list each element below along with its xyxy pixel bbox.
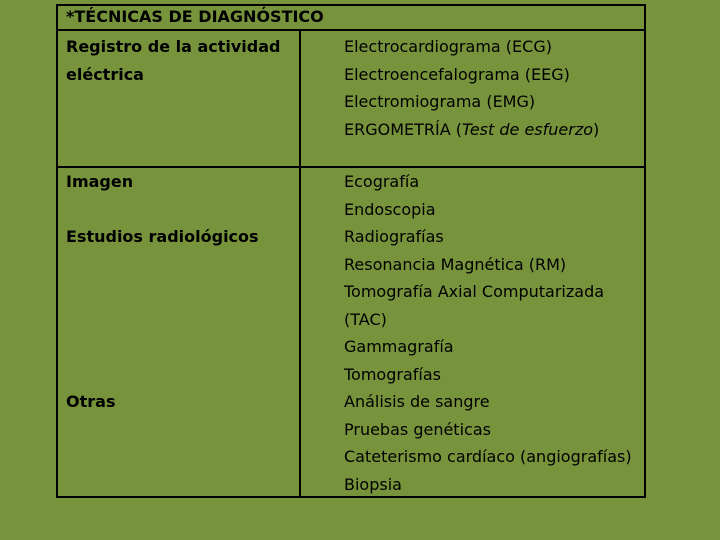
technique-tac-line2: (TAC) [344, 309, 387, 329]
technique-pruebas-geneticas: Pruebas genéticas [344, 419, 491, 439]
category-otras: Otras [66, 392, 116, 411]
category-registro-line2: eléctrica [66, 64, 144, 84]
technique-endoscopia: Endoscopia [344, 199, 436, 219]
ergometria-label: ERGOMETRÍA ( [344, 119, 463, 139]
table-border-left [56, 4, 58, 498]
technique-resonancia: Resonancia Magnética (RM) [344, 254, 567, 274]
ergometria-italic: Test de esfuerzo [462, 119, 593, 139]
technique-radiografias: Radiografías [344, 227, 444, 246]
category-estudios-radiologicos: Estudios radiológicos [66, 227, 259, 246]
technique-ecografia: Ecografía [344, 172, 420, 191]
technique-cateterismo: Cateterismo cardíaco (angiografías) [344, 447, 632, 466]
technique-ergometria [344, 116, 599, 144]
technique-tac-line1: Tomografía Axial Computarizada [344, 282, 605, 301]
column-divider [299, 31, 301, 496]
table-title: *TÉCNICAS DE DIAGNÓSTICO [66, 7, 324, 26]
category-registro-line1: Registro de la actividad [66, 37, 281, 56]
table-border-right [644, 4, 646, 498]
technique-analisis-sangre: Análisis de sangre [344, 392, 490, 411]
ergometria-close: ) [593, 119, 600, 139]
technique-emg: Electromiograma (EMG) [344, 92, 536, 111]
technique-gammagrafia: Gammagrafía [344, 337, 454, 356]
technique-eeg: Electroencefalograma (EEG) [344, 64, 570, 84]
category-imagen: Imagen [66, 172, 134, 191]
technique-biopsia: Biopsia [344, 474, 402, 494]
diagnostic-techniques-table [56, 4, 646, 498]
technique-ecg: Electrocardiograma (ECG) [344, 37, 552, 56]
technique-tomografias: Tomografías [344, 364, 441, 384]
